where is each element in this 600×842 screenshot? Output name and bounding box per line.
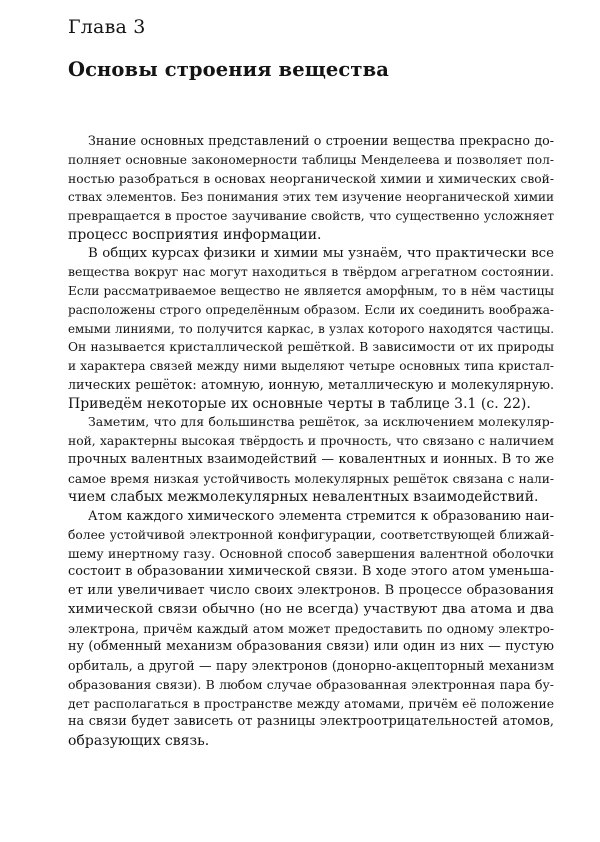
- text-line: ностью разобраться в основах неорганической химии и химических свой-: [68, 171, 554, 186]
- text-line: вещества вокруг нас могут находиться в твёрдом агрегатном состоянии.: [68, 264, 554, 280]
- text-line: ет или увеличивает число своих электронов. В процессе образования: [68, 583, 554, 598]
- text-line: Заметим, что для большинства решёток, за исключением молекуляр-: [88, 414, 554, 430]
- text-line: состоит в образовании химической связи. В ходе этого атом уменьша-: [68, 564, 554, 580]
- body-text: [68, 132, 554, 751]
- text-line: более устойчивой электронной конфигурации, соответствующей ближай-: [68, 527, 554, 542]
- text-line: шему инертному газу. Основной способ завершения валентной оболочки: [68, 546, 554, 561]
- text-line: и характера связей между ними выделяют четыре основных типа кристал-: [68, 359, 554, 373]
- chapter-label: Глава 3: [68, 16, 146, 38]
- text-line: емыми линиями, то получится каркас, в узлах которого находятся частицы.: [68, 321, 554, 336]
- text-line: Атом каждого химического элемента стремится к образованию наи-: [88, 508, 554, 523]
- text-line: орбиталь, а другой — пару электронов (донорно-акцепторный механизм: [68, 658, 554, 673]
- text-line: образования связи). В любом случае образованная электронная пара бу-: [68, 676, 554, 692]
- text-line: превращается в простое заучивание свойств, что существенно усложняет: [68, 209, 554, 223]
- text-line: прочных валентных взаимодействий — ковалентных и ионных. В то же: [68, 451, 554, 467]
- text-line: дет располагаться в пространстве между атомами, причём её положение: [68, 696, 554, 711]
- text-line: процесс восприятия информации.: [68, 226, 322, 243]
- text-line: Приведём некоторые их основные черты в таблице 3.1 (с. 22).: [68, 395, 531, 412]
- text-line: Знание основных представлений о строении вещества прекрасно до-: [88, 133, 554, 148]
- text-line: самое время низкая устойчивость молекулярных решёток связана с нали-: [68, 471, 554, 486]
- text-line: Если рассматриваемое вещество не является аморфным, то в нём частицы: [68, 284, 554, 298]
- text-line: образующих связь.: [68, 733, 210, 749]
- text-line: полняет основные закономерности таблицы Менделеева и позволяет пол-: [68, 152, 554, 167]
- paragraph: [68, 245, 554, 414]
- text-line: ствах элементов. Без понимания этих тем изучение неорганической химии: [68, 190, 554, 205]
- text-line: лических решёток: атомную, ионную, металлическую и молекулярную.: [68, 376, 554, 392]
- paragraph: [68, 132, 554, 245]
- text-line: В общих курсах физики и химии мы узнаём, что практически все: [88, 245, 554, 261]
- paragraph: [68, 507, 554, 751]
- text-line: на связи будет зависеть от разницы электроотрицательностей атомов,: [68, 714, 554, 730]
- text-line: расположены строго определённым образом. Если их соединить вообража-: [68, 302, 554, 317]
- text-line: электрона, причём каждый атом может предоставить по одному электро-: [68, 621, 554, 636]
- text-line: химической связи обычно (но не всегда) участвуют два атома и два: [68, 601, 554, 617]
- text-line: Он называется кристаллической решёткой. В зависимости от их природы: [68, 340, 554, 355]
- paragraph: [68, 413, 554, 507]
- text-line: ну (обменный механизм образования связи) или один из них — пустую: [68, 639, 554, 655]
- text-line: ной, характерны высокая твёрдость и прочность, что связано с наличием: [68, 434, 554, 448]
- chapter-title: Основы строения вещества: [68, 58, 389, 81]
- text-line: чием слабых межмолекулярных невалентных взаимодействий.: [68, 489, 539, 506]
